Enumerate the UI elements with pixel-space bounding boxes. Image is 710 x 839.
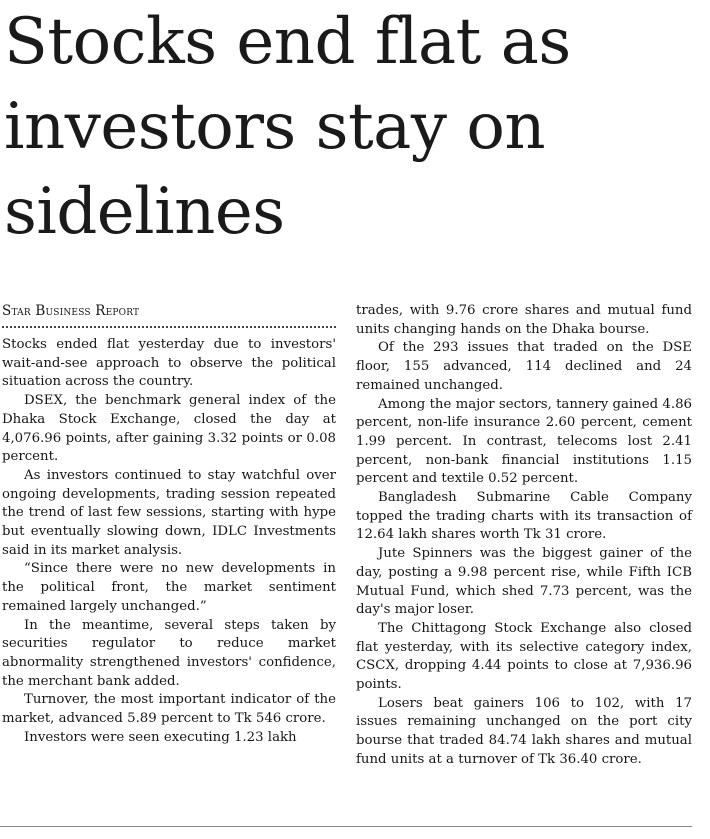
headline: Stocks end flat as investors stay on sidelines (4, 5, 571, 249)
paragraph: Turnover, the most important indicator of the market, advanced 5.89 percent to Tk 546 crore. (2, 692, 336, 727)
paragraph: The Chittagong Stock Exchange also closed flat yesterday, with its selective category index, CSCX, dropping 4.44 points to close at 7,936.96 points. (356, 620, 692, 693)
article-column-right (356, 302, 692, 770)
paragraph: Bangladesh Submarine Cable Company topped the trading charts with its transaction of 12.64 lakh shares worth Tk 31 crore. (356, 490, 692, 543)
byline: Star Business Report (2, 303, 140, 319)
paragraph-continued: trades, with 9.76 crore shares and mutual fund units changing hands on the Dhaka bourse. (356, 303, 692, 337)
paragraph: As investors continued to stay watchful over ongoing developments, trading session repeated the trend of last few sessions, starting with hype but eventually slowing down, IDLC Investments said in its market analysis. (2, 467, 336, 558)
paragraph: “Since there were no new developments in the political front, the market sentiment remained largely unchanged.” (2, 561, 336, 614)
paragraph: DSEX, the benchmark general index of the Dhaka Stock Exchange, closed the day at 4,076.96 points, after gaining 3.32 points or 0.08 percent. (2, 393, 336, 465)
bottom-rule (0, 826, 692, 827)
paragraph: Stocks ended flat yesterday due to investors' wait-and-see approach to observe the political situation across the country. (2, 337, 336, 390)
paragraph: Among the major sectors, tannery gained 4.86 percent, non-life insurance 2.60 percent, cement 1.99 percent. In contrast, telecoms lost 2.41 percent, non-bank financial institutions 1.15 percent and textile 0.52 percent. (356, 396, 692, 487)
article-column-left (2, 302, 336, 747)
paragraph: In the meantime, several steps taken by securities regulator to reduce market abnormality strengthened investors' confidence, the merchant bank added. (2, 617, 336, 689)
paragraph: Losers beat gainers 106 to 102, with 17 issues remaining unchanged on the port city bourse that traded 84.74 lakh shares and mutual fund units at a turnover of Tk 36.40 crore. (356, 695, 692, 767)
dotted-divider (2, 326, 336, 328)
paragraph: Investors were seen executing 1.23 lakh (24, 729, 297, 745)
paragraph: Jute Spinners was the biggest gainer of the day, posting a 9.98 percent rise, while Fifth ICB Mutual Fund, which shed 7.73 percent, was the day's major loser. (356, 546, 692, 618)
paragraph: Of the 293 issues that traded on the DSE floor, 155 advanced, 114 declined and 24 remained unchanged. (356, 340, 692, 393)
